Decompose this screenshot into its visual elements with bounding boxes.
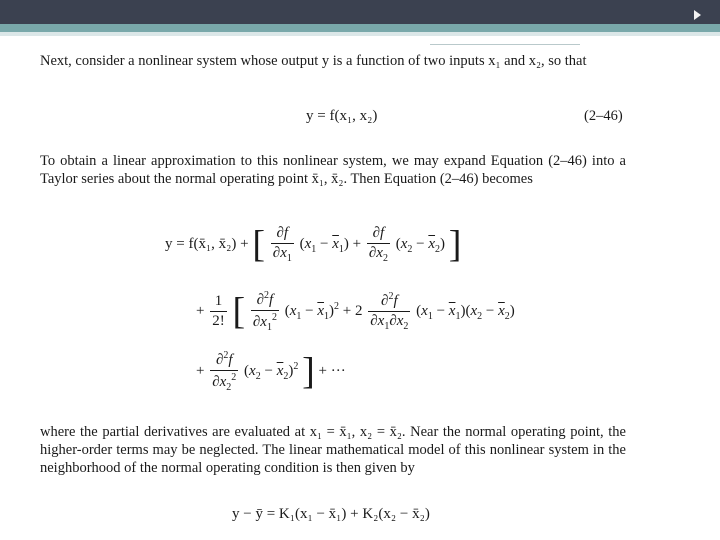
bracket-close: ] (448, 223, 462, 266)
accent-bar-light (0, 32, 720, 36)
accent-line (430, 44, 580, 45)
paragraph-linear-model: where the partial derivatives are evaluated at x₁ = x̄₁, x₂ = x̄₂. Near the normal operating point, the higher-order terms may be neglected. The linear mathematical model of this nonlinear system in the neighborhood of the normal operating condition is then given by (40, 424, 626, 476)
taylor-line-1: y = f(x̄₁, x̄₂) + [ $\frac{\partial f}{\partial x_1}$ $(x_1 - \overline{x}_1)$ + $\frac{\partial f}{\partial x_2}$ $(x_2 - \overline{x}_2)$ ] (165, 223, 462, 266)
second-partial-x1-fraction: $\frac{\partial^2f}{\partial x_1^2}$ (252, 290, 277, 333)
title-bar (0, 0, 720, 24)
accent-bar (0, 24, 720, 32)
mixed-partial-fraction: $\frac{\partial^2f}{\partial x_1\partial x_2}$ (370, 291, 409, 332)
bracket-open: [ (252, 223, 266, 266)
factorial-fraction: $\frac{1}{2!}$ (212, 293, 225, 329)
paragraph-taylor: To obtain a linear approximation to this nonlinear system, we may expand Equation (2–46) into a Taylor series about the normal operating point x̄₁, x̄₂. Then Equation (2–46) becomes (40, 153, 626, 187)
slide-marker-icon (694, 10, 701, 20)
equation-2-46: y = f(x₁, x₂) (306, 108, 378, 124)
partial-f-x2-fraction: $\frac{\partial f}{\partial x_2}$ (368, 225, 388, 264)
bracket-close-2: ] (302, 350, 315, 393)
paragraph-intro: Next, consider a nonlinear system whose output y is a function of two inputs x₁ and x₂, so that (40, 53, 587, 69)
taylor-line-1-lhs: y = f(x̄₁, x̄₂) + (165, 235, 249, 252)
equation-number: (2–46) (584, 108, 623, 124)
second-partial-x2-fraction: $\frac{\partial^2f}{\partial x_2^2}$ (212, 350, 237, 393)
taylor-line-2: + $\frac{1}{2!}$ [ $\frac{\partial^2f}{\partial x_1^2}$ $(x_1 - \overline{x}_1)^2 + 2$ $\frac{\partial^2f}{\partial x_1\partial x_2}$ $(x_1 - \overline{x}_1)(x_2 - \overline{x}_2)$ (196, 290, 515, 333)
partial-f-x1-fraction: $\frac{\partial f}{\partial x_1}$ (272, 225, 292, 264)
bracket-open-2: [ (232, 290, 246, 333)
linear-model-equation: y − ȳ = K₁(x₁ − x̄₁) + K₂(x₂ − x̄₂) (232, 506, 430, 522)
taylor-line-3: + $\frac{\partial^2f}{\partial x_2^2}$ $(x_2 - \overline{x}_2)^2$ ] + ··· (196, 350, 346, 393)
